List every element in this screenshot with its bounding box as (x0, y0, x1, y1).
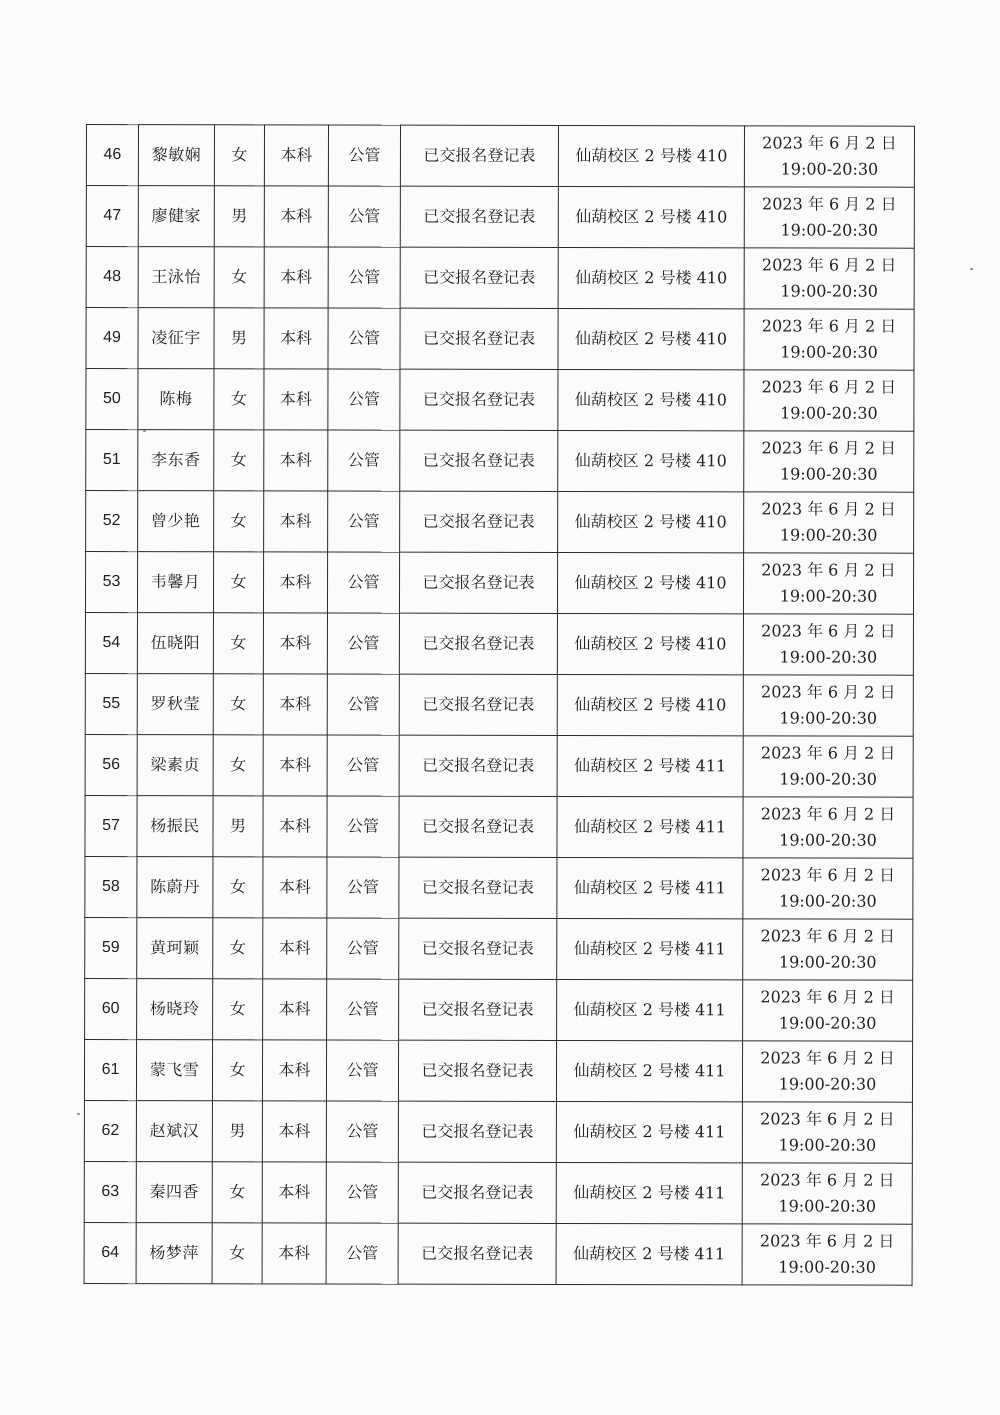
status-cell: 已交报名登记表 (398, 1101, 556, 1162)
location-cell: 仙葫校区 2 号楼 411 (557, 735, 743, 796)
schedule-date: 2023 年 6 月 2 日 (761, 560, 896, 580)
gender-cell: 女 (212, 1162, 262, 1223)
schedule-date: 2023 年 6 月 2 日 (760, 1048, 895, 1068)
schedule-date: 2023 年 6 月 2 日 (761, 316, 897, 336)
schedule-date: 2023 年 6 月 2 日 (760, 987, 895, 1007)
gender-cell: 女 (213, 735, 263, 796)
location-cell: 仙葫校区 2 号楼 410 (558, 430, 744, 491)
name-cell: 梁素贞 (137, 735, 213, 796)
location-cell: 仙葫校区 2 号楼 411 (557, 857, 743, 918)
schedule-cell (744, 309, 914, 370)
schedule-date: 2023 年 6 月 2 日 (761, 255, 897, 275)
name-cell: 凌征宇 (138, 308, 214, 369)
schedule-date: 2023 年 6 月 2 日 (760, 743, 896, 763)
gender-cell: 女 (213, 674, 263, 735)
location-cell: 仙葫校区 2 号楼 411 (556, 1040, 742, 1101)
table-row (86, 186, 914, 249)
schedule-cell (743, 797, 913, 858)
schedule-cell (743, 980, 913, 1041)
name-cell: 杨梦萍 (136, 1223, 212, 1284)
table-row (86, 247, 914, 310)
row-number-cell: 48 (86, 247, 138, 308)
major-cell: 公管 (328, 308, 400, 369)
schedule-date: 2023 年 6 月 2 日 (761, 499, 896, 519)
major-cell: 公管 (327, 979, 399, 1040)
education-level-cell: 本科 (263, 735, 327, 796)
row-number-cell: 64 (84, 1222, 136, 1283)
row-number-cell: 59 (85, 917, 137, 978)
status-cell: 已交报名登记表 (400, 186, 558, 247)
education-level-cell: 本科 (263, 613, 327, 674)
name-cell: 伍晓阳 (137, 613, 213, 674)
schedule-time: 19:00-20:30 (779, 586, 878, 606)
status-cell: 已交报名登记表 (399, 674, 557, 735)
status-cell: 已交报名登记表 (400, 369, 558, 430)
education-level-cell: 本科 (262, 1223, 326, 1284)
name-cell: 韦馨月 (137, 552, 213, 613)
schedule-time: 19:00-20:30 (779, 830, 877, 850)
schedule-date: 2023 年 6 月 2 日 (761, 682, 896, 702)
education-level-cell: 本科 (264, 247, 328, 308)
schedule-cell (743, 919, 913, 980)
education-level-cell: 本科 (262, 1040, 326, 1101)
gender-cell: 女 (213, 552, 263, 613)
row-number-cell: 57 (85, 795, 137, 856)
name-cell: 陈梅 (138, 369, 214, 430)
education-level-cell: 本科 (263, 918, 327, 979)
name-cell: 杨振民 (137, 796, 213, 857)
education-level-cell: 本科 (263, 552, 327, 613)
location-cell: 仙葫校区 2 号楼 411 (557, 918, 743, 979)
scan-speck (143, 430, 146, 432)
education-level-cell: 本科 (264, 308, 328, 369)
schedule-date: 2023 年 6 月 2 日 (762, 133, 897, 153)
name-cell: 王泳怡 (138, 247, 214, 308)
location-cell: 仙葫校区 2 号楼 410 (558, 247, 744, 308)
schedule-date: 2023 年 6 月 2 日 (760, 804, 896, 824)
gender-cell: 女 (213, 918, 263, 979)
schedule-time: 19:00-20:30 (778, 1135, 877, 1155)
location-cell: 仙葫校区 2 号楼 410 (558, 369, 744, 430)
name-cell: 李东香 (138, 430, 214, 491)
status-cell: 已交报名登记表 (399, 552, 557, 613)
gender-cell: 男 (214, 308, 264, 369)
status-cell: 已交报名登记表 (400, 430, 558, 491)
location-cell: 仙葫校区 2 号楼 410 (557, 552, 743, 613)
major-cell: 公管 (327, 735, 399, 796)
status-cell: 已交报名登记表 (399, 735, 557, 796)
schedule-time: 19:00-20:30 (779, 464, 878, 484)
status-cell: 已交报名登记表 (399, 613, 557, 674)
row-number-cell: 55 (85, 673, 137, 734)
name-cell: 蒙飞雪 (136, 1040, 212, 1101)
schedule-time: 19:00-20:30 (780, 159, 879, 179)
row-number-cell: 61 (84, 1039, 136, 1100)
table-row (85, 856, 913, 919)
schedule-time: 19:00-20:30 (779, 708, 878, 728)
schedule-date: 2023 年 6 月 2 日 (761, 621, 896, 641)
gender-cell: 女 (214, 491, 264, 552)
location-cell: 仙葫校区 2 号楼 410 (558, 308, 744, 369)
status-cell: 已交报名登记表 (398, 1223, 556, 1284)
status-cell: 已交报名登记表 (399, 857, 557, 918)
status-cell: 已交报名登记表 (399, 918, 557, 979)
education-level-cell: 本科 (264, 491, 328, 552)
name-cell: 杨晓玲 (137, 979, 213, 1040)
row-number-cell: 53 (85, 552, 137, 613)
major-cell: 公管 (326, 1162, 398, 1223)
schedule-time: 19:00-20:30 (780, 403, 878, 423)
education-level-cell: 本科 (264, 125, 328, 186)
gender-cell: 女 (213, 613, 263, 674)
schedule-time: 19:00-20:30 (778, 1257, 876, 1277)
education-level-cell: 本科 (262, 1162, 326, 1223)
schedule-cell (742, 1102, 912, 1163)
education-level-cell: 本科 (263, 857, 327, 918)
name-cell: 廖健家 (138, 186, 214, 247)
row-number-cell: 46 (86, 125, 138, 186)
education-level-cell: 本科 (264, 369, 328, 430)
location-cell: 仙葫校区 2 号楼 410 (557, 674, 743, 735)
schedule-date: 2023 年 6 月 2 日 (760, 865, 896, 885)
table-row (85, 917, 913, 980)
registration-table (84, 124, 915, 1286)
education-level-cell: 本科 (264, 430, 328, 491)
gender-cell: 女 (213, 979, 263, 1040)
table-row (84, 1161, 912, 1224)
table-row (85, 978, 913, 1041)
location-cell: 仙葫校区 2 号楼 410 (558, 125, 744, 186)
major-cell: 公管 (328, 369, 400, 430)
name-cell: 黎敏娴 (138, 125, 214, 186)
row-number-cell: 51 (86, 430, 138, 491)
schedule-cell (742, 1224, 912, 1285)
gender-cell: 女 (213, 857, 263, 918)
schedule-time: 19:00-20:30 (780, 342, 878, 362)
location-cell: 仙葫校区 2 号楼 410 (558, 491, 744, 552)
location-cell: 仙葫校区 2 号楼 411 (557, 979, 743, 1040)
gender-cell: 女 (214, 430, 264, 491)
row-number-cell: 60 (85, 978, 137, 1039)
schedule-date: 2023 年 6 月 2 日 (760, 1170, 895, 1190)
gender-cell: 女 (214, 125, 264, 186)
schedule-date: 2023 年 6 月 2 日 (760, 926, 896, 946)
major-cell: 公管 (327, 857, 399, 918)
schedule-date: 2023 年 6 月 2 日 (761, 377, 897, 397)
schedule-time: 19:00-20:30 (778, 1196, 877, 1216)
schedule-cell (744, 492, 914, 553)
status-cell: 已交报名登记表 (400, 491, 558, 552)
education-level-cell: 本科 (264, 186, 328, 247)
schedule-cell (742, 1163, 912, 1224)
major-cell: 公管 (327, 796, 399, 857)
name-cell: 黄珂颖 (137, 918, 213, 979)
major-cell: 公管 (327, 552, 399, 613)
schedule-time: 19:00-20:30 (779, 769, 877, 789)
row-number-cell: 63 (84, 1161, 136, 1222)
status-cell: 已交报名登记表 (399, 979, 557, 1040)
table-row (85, 795, 913, 858)
schedule-cell (744, 187, 914, 248)
education-level-cell: 本科 (263, 674, 327, 735)
table-row (85, 673, 913, 736)
schedule-time: 19:00-20:30 (780, 220, 879, 240)
schedule-cell (742, 1041, 912, 1102)
table-row (85, 552, 913, 615)
status-cell: 已交报名登记表 (400, 125, 558, 186)
schedule-time: 19:00-20:30 (778, 952, 877, 972)
table-row (84, 1039, 912, 1102)
education-level-cell: 本科 (263, 796, 327, 857)
location-cell: 仙葫校区 2 号楼 411 (556, 1162, 742, 1223)
major-cell: 公管 (328, 247, 400, 308)
row-number-cell: 47 (86, 186, 138, 247)
status-cell: 已交报名登记表 (400, 308, 558, 369)
major-cell: 公管 (326, 1223, 398, 1284)
name-cell: 陈蔚丹 (137, 857, 213, 918)
major-cell: 公管 (326, 1101, 398, 1162)
major-cell: 公管 (326, 1040, 398, 1101)
gender-cell: 女 (214, 247, 264, 308)
table-row (84, 1222, 912, 1285)
table-body (84, 125, 914, 1286)
row-number-cell: 49 (86, 308, 138, 369)
schedule-time: 19:00-20:30 (778, 1013, 877, 1033)
scan-speck (77, 1113, 80, 1115)
schedule-time: 19:00-20:30 (779, 647, 878, 667)
schedule-cell (744, 370, 914, 431)
row-number-cell: 62 (84, 1100, 136, 1161)
location-cell: 仙葫校区 2 号楼 410 (558, 186, 744, 247)
status-cell: 已交报名登记表 (398, 1040, 556, 1101)
status-cell: 已交报名登记表 (400, 247, 558, 308)
major-cell: 公管 (327, 918, 399, 979)
schedule-date: 2023 年 6 月 2 日 (761, 438, 897, 458)
table-row (85, 613, 913, 676)
schedule-cell (743, 553, 913, 614)
schedule-cell (743, 736, 913, 797)
name-cell: 赵斌汉 (136, 1101, 212, 1162)
schedule-cell (744, 248, 914, 309)
major-cell: 公管 (328, 186, 400, 247)
schedule-cell (744, 431, 914, 492)
row-number-cell: 56 (85, 734, 137, 795)
location-cell: 仙葫校区 2 号楼 411 (556, 1223, 742, 1284)
scan-speck (970, 268, 973, 270)
schedule-time: 19:00-20:30 (779, 525, 878, 545)
gender-cell: 男 (213, 796, 263, 857)
schedule-time: 19:00-20:30 (779, 891, 877, 911)
table-row (86, 491, 914, 554)
table-row (85, 734, 913, 797)
name-cell: 曾少艳 (138, 491, 214, 552)
name-cell: 秦四香 (136, 1162, 212, 1223)
location-cell: 仙葫校区 2 号楼 411 (556, 1101, 742, 1162)
table-row (86, 125, 914, 188)
gender-cell: 女 (214, 369, 264, 430)
table-row (86, 369, 914, 432)
name-cell: 罗秋莹 (137, 674, 213, 735)
schedule-cell (743, 614, 913, 675)
gender-cell: 男 (214, 186, 264, 247)
schedule-cell (744, 126, 914, 187)
gender-cell: 女 (212, 1040, 262, 1101)
gender-cell: 女 (212, 1223, 262, 1284)
table-row (86, 308, 914, 371)
table-row (84, 1100, 912, 1163)
row-number-cell: 54 (85, 613, 137, 674)
major-cell: 公管 (328, 125, 400, 186)
education-level-cell: 本科 (262, 1101, 326, 1162)
schedule-cell (743, 675, 913, 736)
location-cell: 仙葫校区 2 号楼 411 (557, 796, 743, 857)
major-cell: 公管 (328, 430, 400, 491)
gender-cell: 男 (212, 1101, 262, 1162)
major-cell: 公管 (327, 613, 399, 674)
schedule-cell (743, 858, 913, 919)
schedule-time: 19:00-20:30 (778, 1074, 877, 1094)
row-number-cell: 52 (86, 491, 138, 552)
major-cell: 公管 (327, 674, 399, 735)
status-cell: 已交报名登记表 (399, 796, 557, 857)
education-level-cell: 本科 (263, 979, 327, 1040)
location-cell: 仙葫校区 2 号楼 410 (557, 613, 743, 674)
major-cell: 公管 (328, 491, 400, 552)
row-number-cell: 58 (85, 856, 137, 917)
schedule-date: 2023 年 6 月 2 日 (760, 1109, 895, 1129)
status-cell: 已交报名登记表 (398, 1162, 556, 1223)
table-row (86, 430, 914, 493)
schedule-time: 19:00-20:30 (780, 281, 878, 301)
row-number-cell: 50 (86, 369, 138, 430)
schedule-date: 2023 年 6 月 2 日 (762, 194, 897, 214)
schedule-date: 2023 年 6 月 2 日 (759, 1231, 895, 1251)
